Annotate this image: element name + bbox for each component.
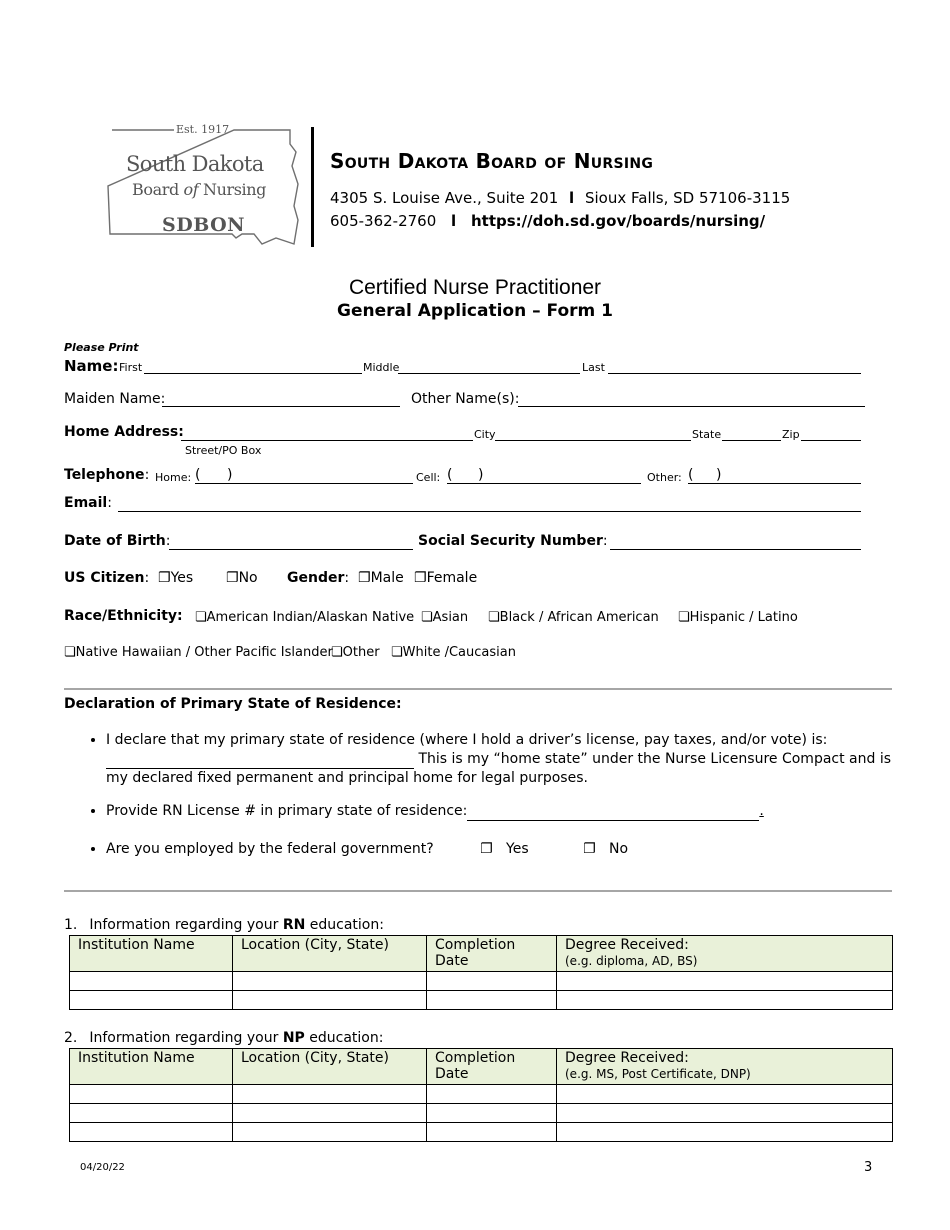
checkbox-icon: ❐ [480,841,493,857]
col-completion-date: Completion Date [427,936,557,972]
street-po-label: Street/PO Box [185,444,262,457]
middle-name-field[interactable] [398,373,580,374]
col-degree-hint: (e.g. MS, Post Certificate, DNP) [565,1067,751,1081]
np-education-heading [64,1030,383,1046]
org-name-text: South Dakota Board of Nursing [330,149,654,173]
us-citizen-label-text: US Citizen [64,570,145,586]
separator-1: l [569,189,575,207]
rn-license-field[interactable] [467,805,759,821]
dob-field[interactable] [169,549,413,550]
race-asian-checkbox[interactable] [421,610,468,625]
ssn-label [418,533,608,549]
table-cell[interactable] [70,972,233,991]
federal-no-checkbox[interactable] [583,841,628,857]
residence-state-field[interactable] [106,753,414,769]
logo-board-name [132,180,266,199]
logo-board-of: of [183,180,199,199]
org-phone: 605-362-2760 [330,212,437,230]
checkbox-icon: ❏ [488,610,500,625]
gender-female-label: Female [426,570,478,586]
residence-text-b: This is my “home state” under the Nurse Licensure Compact and is [418,751,892,767]
table-cell[interactable] [557,972,893,991]
table-cell[interactable] [233,1085,427,1104]
org-contact-line [330,212,765,230]
checkbox-icon: ❏ [331,645,343,660]
telephone-label [64,467,149,483]
cell-phone-field[interactable] [447,483,641,484]
checkbox-icon: ❐ [414,570,427,586]
table-row [70,991,893,1010]
table-cell[interactable] [233,1123,427,1142]
rn-education-pre: Information regarding your [89,917,283,933]
state-field[interactable] [722,440,781,441]
table-cell[interactable] [557,1104,893,1123]
state-label: State [692,428,722,441]
maiden-name-label: Maiden Name: [64,391,166,407]
race-option-label: White /Caucasian [402,645,516,660]
race-other-checkbox[interactable] [331,645,380,660]
table-cell[interactable] [557,1085,893,1104]
race-option-label: Hispanic / Latino [689,610,798,625]
col-location: Location (City, State) [233,1049,427,1085]
np-education-bold: NP [282,1030,305,1046]
us-citizen-colon: : [144,570,150,586]
logo-est: Est. 1917 [176,123,230,136]
last-name-field[interactable] [608,373,861,374]
table-row [70,1123,893,1142]
table-cell[interactable] [427,1104,557,1123]
logo-board-post: Nursing [198,180,266,199]
np-education-post: education: [304,1030,384,1046]
other-phone-field[interactable] [688,483,861,484]
rn-education-table [69,935,893,1010]
col-degree [557,936,893,972]
residence-text-a: I declare that my primary state of residence (where I hold a driver’s license, pay taxes, and/or vote) is: [106,732,828,748]
rn-education-heading [64,917,384,933]
city-label: City [474,428,496,441]
ssn-colon: : [602,533,608,549]
citizen-no-label: No [238,570,258,586]
np-education-pre: Information regarding your [89,1030,283,1046]
street-field[interactable] [181,440,473,441]
table-cell[interactable] [70,991,233,1010]
rn-license-label: Provide RN License # in primary state of residence: [106,803,468,819]
first-label: First [119,361,143,374]
race-option-label: Asian [432,610,469,625]
cell-paren-close: ) [478,467,484,483]
other-paren-close: ) [716,467,722,483]
org-name [330,149,653,173]
rn-license-period: . [759,803,764,819]
race-option-label: American Indian/Alaskan Native [206,610,415,625]
table-cell[interactable] [233,991,427,1010]
residence-text-c: my declared fixed permanent and principal home for legal purposes. [106,770,588,786]
telephone-label-text: Telephone [64,467,145,483]
race-label: Race/Ethnicity: [64,608,183,624]
checkbox-icon: ❐ [583,841,596,857]
gender-colon: : [344,570,350,586]
maiden-name-field[interactable] [162,406,400,407]
np-education-number: 2. [64,1030,78,1046]
table-cell[interactable] [557,991,893,1010]
race-black-checkbox[interactable] [488,610,659,625]
logo-abbr: SDBON [162,214,246,236]
email-colon: : [107,495,112,511]
zip-field[interactable] [801,440,861,441]
ssn-label-text: Social Security Number [418,533,603,549]
declaration-item-federal [106,840,926,859]
table-header-row [70,1049,893,1085]
federal-yes-checkbox[interactable] [480,841,533,857]
telephone-colon: : [144,467,150,483]
page-number: 3 [864,1160,873,1175]
dob-colon: : [165,533,171,549]
section-divider-2 [64,890,892,892]
col-institution: Institution Name [70,936,233,972]
federal-no-label: No [609,841,629,857]
gender-label [287,570,349,586]
footer-date: 04/20/22 [80,1162,125,1173]
last-label: Last [582,361,605,374]
checkbox-icon: ❏ [678,610,690,625]
declaration-list [64,731,926,859]
citizen-yes-checkbox[interactable] [158,570,193,586]
race-option-label: Native Hawaiian / Other Pacific Islander [75,645,333,660]
race-option-label: Other [342,645,380,660]
table-cell[interactable] [427,972,557,991]
org-website-link[interactable]: https://doh.sd.gov/boards/nursing/ [470,212,766,230]
race-american-indian-checkbox[interactable] [195,610,414,625]
table-row [70,1085,893,1104]
dob-label [64,533,170,549]
table-cell[interactable] [233,972,427,991]
please-print: Please Print [64,341,139,354]
email-label [64,495,112,511]
header-divider [311,127,314,247]
sdbon-logo [104,123,300,248]
declaration-item-residence [106,731,926,793]
checkbox-icon: ❏ [421,610,433,625]
us-citizen-label [64,570,149,586]
checkbox-icon: ❏ [64,645,76,660]
table-cell[interactable] [70,1085,233,1104]
cell-phone-label: Cell: [416,471,441,484]
declaration-heading: Declaration of Primary State of Residence: [64,696,402,712]
declaration-item-rn-license [106,802,926,832]
race-option-label: Black / African American [499,610,659,625]
org-street: 4305 S. Louise Ave., Suite 201 [330,189,559,207]
home-paren-open: ( [195,467,201,483]
form-subtitle: General Application – Form 1 [337,301,613,321]
cell-paren-open: ( [447,467,453,483]
ssn-field[interactable] [610,549,861,550]
col-location: Location (City, State) [233,936,427,972]
table-cell[interactable] [427,1123,557,1142]
rn-education-bold: RN [282,917,306,933]
col-degree-hint: (e.g. diploma, AD, BS) [565,954,698,968]
table-cell[interactable] [427,1085,557,1104]
first-name-field[interactable] [144,373,362,374]
checkbox-icon: ❏ [391,645,403,660]
gender-male-checkbox[interactable] [358,570,404,586]
other-paren-open: ( [688,467,694,483]
federal-yes-label: Yes [506,841,529,857]
email-label-text: Email [64,495,108,511]
col-degree-label: Degree Received: [565,1050,689,1066]
citizen-no-checkbox[interactable] [226,570,258,586]
home-paren-close: ) [227,467,233,483]
middle-label: Middle [363,361,400,374]
col-degree-label: Degree Received: [565,937,689,953]
rn-education-post: education: [305,917,384,933]
table-row [70,1104,893,1123]
zip-label: Zip [782,428,800,441]
np-education-table [69,1048,893,1142]
city-field[interactable] [495,440,691,441]
other-names-field[interactable] [518,406,865,407]
gender-female-checkbox[interactable] [414,570,477,586]
gender-male-label: Male [370,570,404,586]
checkbox-icon: ❐ [358,570,371,586]
table-cell[interactable] [427,991,557,1010]
checkbox-icon: ❐ [158,570,171,586]
table-cell[interactable] [70,1123,233,1142]
citizen-yes-label: Yes [170,570,194,586]
col-completion-date: Completion Date [427,1049,557,1085]
org-address-line [330,189,790,207]
other-phone-label: Other: [647,471,682,484]
table-cell[interactable] [70,1104,233,1123]
table-cell[interactable] [557,1123,893,1142]
federal-question: Are you employed by the federal government? [106,841,434,857]
table-row [70,972,893,991]
race-native-hawaiian-checkbox[interactable] [64,645,333,660]
home-phone-label: Home: [155,471,192,484]
name-label: Name: [64,357,119,375]
separator-2: l [451,212,457,230]
other-names-label: Other Name(s): [411,391,520,407]
dob-label-text: Date of Birth [64,533,166,549]
gender-label-text: Gender [287,570,345,586]
section-divider-1 [64,688,892,690]
race-hispanic-checkbox[interactable] [678,610,798,625]
form-title: Certified Nurse Practitioner [348,276,602,299]
home-address-label: Home Address: [64,424,184,440]
col-degree [557,1049,893,1085]
race-white-checkbox[interactable] [391,645,516,660]
checkbox-icon: ❐ [226,570,239,586]
org-city: Sioux Falls, SD 57106-3115 [584,189,791,207]
rn-education-number: 1. [64,917,78,933]
home-phone-field[interactable] [195,483,413,484]
logo-board-pre: Board [132,180,184,199]
table-cell[interactable] [233,1104,427,1123]
col-institution: Institution Name [70,1049,233,1085]
table-header-row [70,936,893,972]
email-field[interactable] [118,511,861,512]
checkbox-icon: ❏ [195,610,207,625]
logo-state-name: South Dakota [126,152,264,176]
